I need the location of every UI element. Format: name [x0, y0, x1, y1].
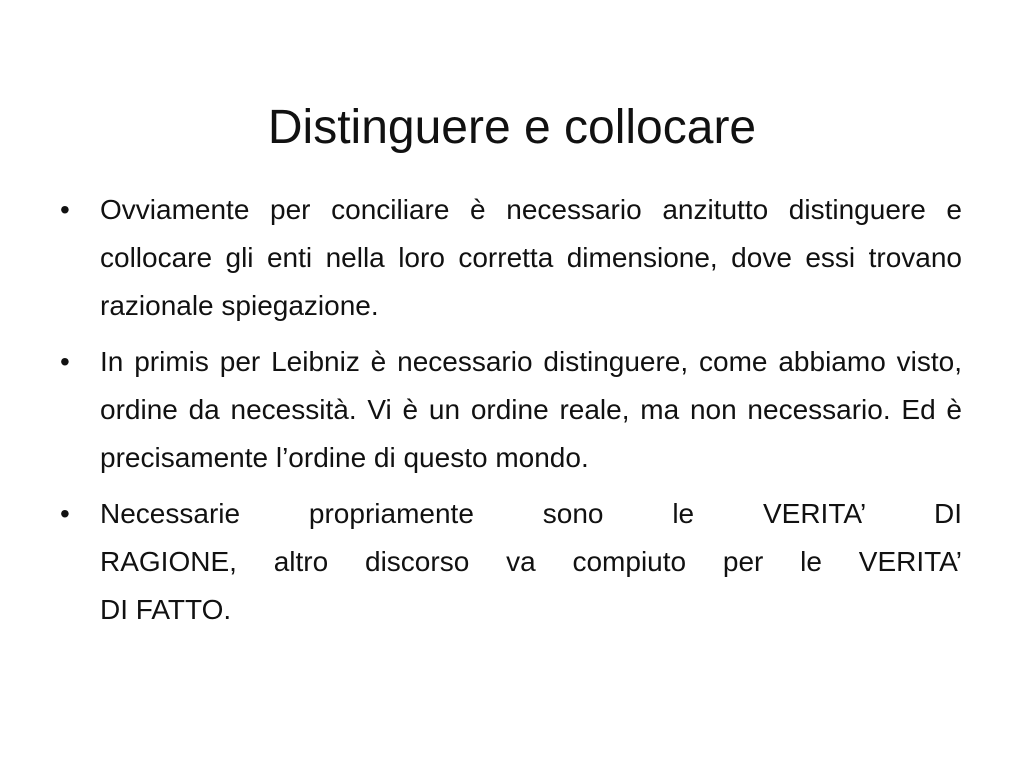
bullet-item: [56, 338, 962, 482]
bullet-line: DI FATTO.: [100, 594, 232, 625]
bullet-icon: •: [60, 498, 70, 529]
bullet-line: RAGIONE, altro discorso va compiuto per le VERITA’: [100, 546, 962, 577]
bullet-item: [56, 490, 962, 634]
bullet-icon: •: [60, 194, 70, 225]
slide-title: Distinguere e collocare: [267, 101, 757, 155]
bullet-icon: •: [60, 346, 70, 377]
bullet-list: [56, 186, 962, 642]
bullet-text: In primis per Leibniz è necessario distinguere, come abbiamo visto, ordine da necessità. Vi è un ordine reale, ma non necessario. Ed è precisamente l’ordine di questo mondo.: [100, 346, 962, 473]
bullet-text: [100, 490, 962, 634]
bullet-line: Necessarie propriamente sono le VERITA’ DI: [100, 498, 962, 529]
bullet-item: [56, 186, 962, 330]
bullet-text: Ovviamente per conciliare è necessario anzitutto distinguere e collocare gli enti nella loro corretta dimensione, dove essi trovano razionale spiegazione.: [100, 194, 962, 321]
